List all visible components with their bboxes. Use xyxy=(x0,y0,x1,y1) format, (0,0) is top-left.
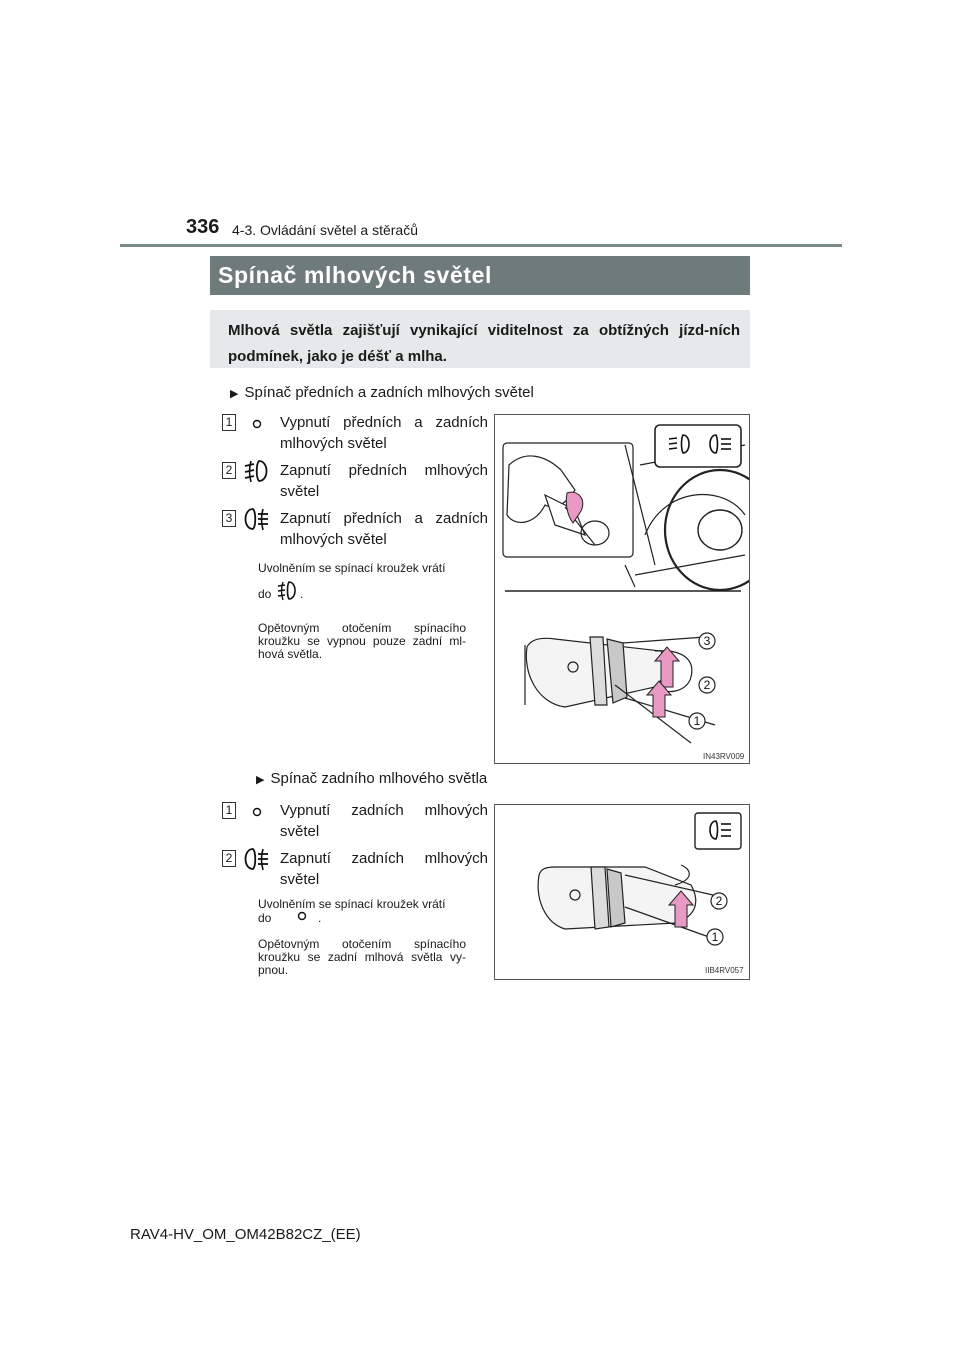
callout-3: 3 xyxy=(703,634,711,648)
item-text: Vypnutí předních a zadních mlhových světel xyxy=(280,414,488,452)
item-text: Zapnutí zadních mlhových světel xyxy=(280,850,488,888)
section-breadcrumb: 4-3. Ovládání světel a stěračů xyxy=(232,222,418,238)
callout-2: 2 xyxy=(715,894,723,908)
note-text: Uvolněním se spínací kroužek vrátí xyxy=(258,561,446,575)
item-number: 2 xyxy=(222,462,236,479)
section2-heading xyxy=(256,770,487,787)
rear-fog-switch-illustration xyxy=(495,805,749,979)
callout-1: 1 xyxy=(711,930,719,944)
page-title: Spínač mlhových světel xyxy=(218,262,492,288)
note-text-do: do xyxy=(258,587,272,601)
off-circle-icon xyxy=(296,910,308,922)
bullet-triangle-icon: ▶ xyxy=(256,774,265,786)
note-text: Uvolněním se spínací kroužek vrátí xyxy=(258,897,446,911)
figure-code: IIB4RV057 xyxy=(705,966,744,975)
header-divider xyxy=(120,244,842,247)
section2-heading-text: Spínač zadního mlhového světla xyxy=(270,770,488,787)
item-text: Zapnutí předních mlhových světel xyxy=(280,462,488,500)
item-text: Vypnutí zadních mlhových světel xyxy=(280,802,488,840)
figure-fog-switch xyxy=(494,414,750,764)
note-text: Opětovným otočením spínacího kroužku se vypnou pouze zadní ml-hová světla. xyxy=(258,621,466,661)
callout-1: 1 xyxy=(693,714,701,728)
callout-2: 2 xyxy=(703,678,711,692)
item-number: 2 xyxy=(222,850,236,867)
front-fog-light-icon xyxy=(242,458,270,484)
page-number: 336 xyxy=(186,216,220,238)
off-circle-icon xyxy=(250,802,264,818)
rear-fog-light-icon xyxy=(242,846,270,872)
section1-heading-text: Spínač předních a zadních mlhových světel xyxy=(244,384,534,401)
figure-rear-fog-switch xyxy=(494,804,750,980)
item-number: 1 xyxy=(222,414,236,431)
note-period: . xyxy=(318,911,322,925)
figure-code: IN43RV009 xyxy=(703,752,745,761)
item-text: Zapnutí předních a zadních mlhových světel xyxy=(280,510,488,548)
item-number: 1 xyxy=(222,802,236,819)
fog-switch-illustration xyxy=(495,415,749,763)
note-text: Opětovným otočením spínacího kroužku se zadní mlhová světla vy-pnou. xyxy=(258,937,466,977)
note-period: . xyxy=(300,587,304,601)
off-circle-icon xyxy=(250,414,264,430)
intro-text: Mlhová světla zajišťují vynikající viditelnost za obtížných jízd-ních podmínek, jako je déšť a mlha. xyxy=(228,322,740,365)
rear-fog-light-icon xyxy=(242,506,270,532)
bullet-triangle-icon: ▶ xyxy=(230,388,239,400)
section1-heading xyxy=(230,384,534,401)
note-text-do: do xyxy=(258,911,272,925)
footer-doc-code: RAV4-HV_OM_OM42B82CZ_(EE) xyxy=(130,1226,361,1243)
front-fog-light-icon xyxy=(276,580,298,602)
item-number: 3 xyxy=(222,510,236,527)
